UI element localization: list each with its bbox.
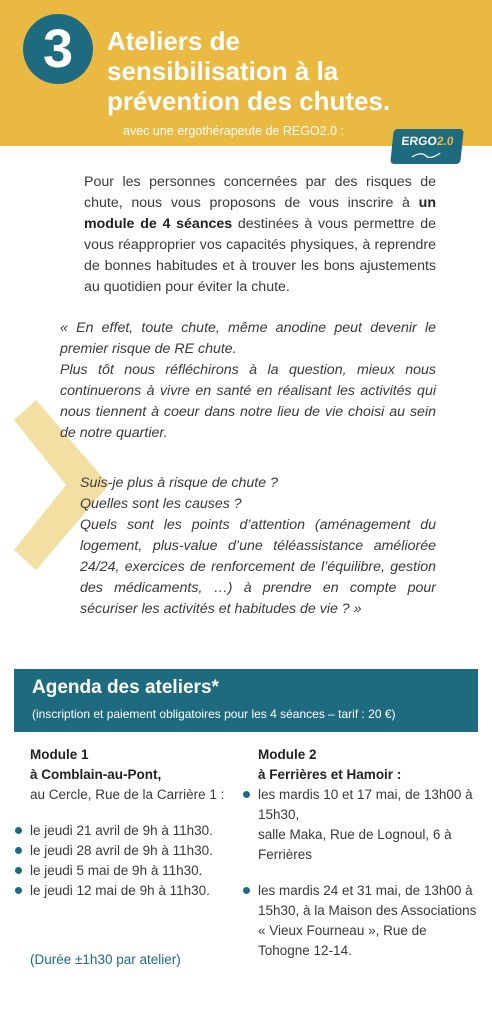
bullet-icon: [243, 791, 250, 798]
intro-bold-text: un module de 4 séances: [84, 195, 436, 232]
quote-text-1: « En effet, toute chute, même anodine peut devenir le premier risque de RE chute.: [60, 320, 436, 357]
question-2: Quelles sont les causes ?: [80, 496, 242, 512]
module-1-column: [30, 745, 245, 901]
intro-text-1: Pour les personnes concernées par des risques de chute, nous vous proposons de vous inscrire à: [84, 174, 436, 211]
session-text: le jeudi 12 mai de 9h à 11h30.: [30, 883, 210, 898]
header-banner: [0, 0, 492, 146]
bullet-icon: [15, 867, 22, 874]
module-1-place: à Comblain-au-Pont,: [30, 767, 162, 782]
ergo-logo: [390, 129, 464, 164]
duration-note: (Durée ±1h30 par atelier): [30, 952, 181, 967]
list-item: [30, 821, 245, 841]
module-2-session-1-location: salle Maka, Rue de Lognoul, 6 à Ferrières: [258, 827, 452, 862]
module-1-sessions: [30, 821, 245, 901]
logo-text-part1: ERGO: [400, 134, 438, 148]
bullet-icon: [243, 887, 250, 894]
session-text: les mardis 24 et 31 mai, de 13h00 à 15h30, à la Maison des Associations « Vieux Fourneau », Rue de Tohogne 12-14.: [258, 883, 477, 958]
logo-text: [392, 134, 463, 148]
session-text: le jeudi 28 avril de 9h à 11h30.: [30, 843, 213, 858]
session-text: les mardis 10 et 17 mai, de 13h00 à 15h30,: [258, 787, 473, 822]
module-2-place: à Ferrières et Hamoir :: [258, 767, 402, 782]
module-2-title: Module 2: [258, 747, 317, 762]
module-1-title: Module 1: [30, 747, 89, 762]
title-line-3: prévention des chutes.: [107, 86, 391, 116]
list-item: [258, 785, 478, 825]
session-text: le jeudi 5 mai de 9h à 11h30.: [30, 863, 203, 878]
bullet-icon: [15, 847, 22, 854]
agenda-title: Agenda des ateliers*: [32, 677, 219, 698]
bullet-icon: [15, 827, 22, 834]
module-2-column: [258, 745, 478, 961]
title-line-1: Ateliers de: [107, 26, 240, 56]
list-item: [30, 861, 245, 881]
logo-swoosh-icon: [411, 150, 442, 160]
title-line-2: sensibilisation à la: [107, 56, 339, 86]
bullet-icon: [15, 887, 22, 894]
list-item: [30, 841, 245, 861]
agenda-banner: [14, 669, 478, 732]
spacer: [258, 865, 478, 881]
agenda-subtitle: (inscription et paiement obligatoires pour les 4 séances – tarif : 20 €): [32, 707, 396, 721]
page-title: [107, 26, 487, 116]
list-item: [30, 881, 245, 901]
module-1-address: au Cercle, Rue de la Carrière 1 :: [30, 787, 225, 802]
quote-paragraph: [60, 318, 436, 444]
question-3: Quels sont les points d’attention (aménagement du logement, plus-value d’une téléassistance améliorée 24/24, exercices de renforcement de l’équilibre, gestion des médicaments, …) à prendre en compte pour sécuriser les activités et habitudes de vie ? »: [80, 517, 436, 617]
quote-text-2: Plus tôt nous réfléchirons à la question, mieux nous continuerons à vivre en santé en réalisant les activités qui nous tiennent à coeur dans notre lieu de vie choisi au sein de notre quartier.: [60, 362, 436, 441]
questions-block: [80, 473, 436, 620]
page-subtitle: avec une ergothérapeute de REGO2.0 :: [123, 124, 344, 138]
question-1: Suis-je plus à risque de chute ?: [80, 475, 278, 491]
section-number-badge: 3: [23, 14, 93, 84]
intro-paragraph: [84, 172, 436, 298]
list-item: [258, 881, 478, 961]
session-text: le jeudi 21 avril de 9h à 11h30.: [30, 823, 213, 838]
intro-text-2: destinées à vous permettre de vous réapproprier vos capacités physiques, à reprendre de bonnes habitudes et à trouver les bons ajustements au quotidien pour éviter la chute.: [84, 216, 436, 295]
logo-text-part2: 2.0: [436, 134, 455, 148]
